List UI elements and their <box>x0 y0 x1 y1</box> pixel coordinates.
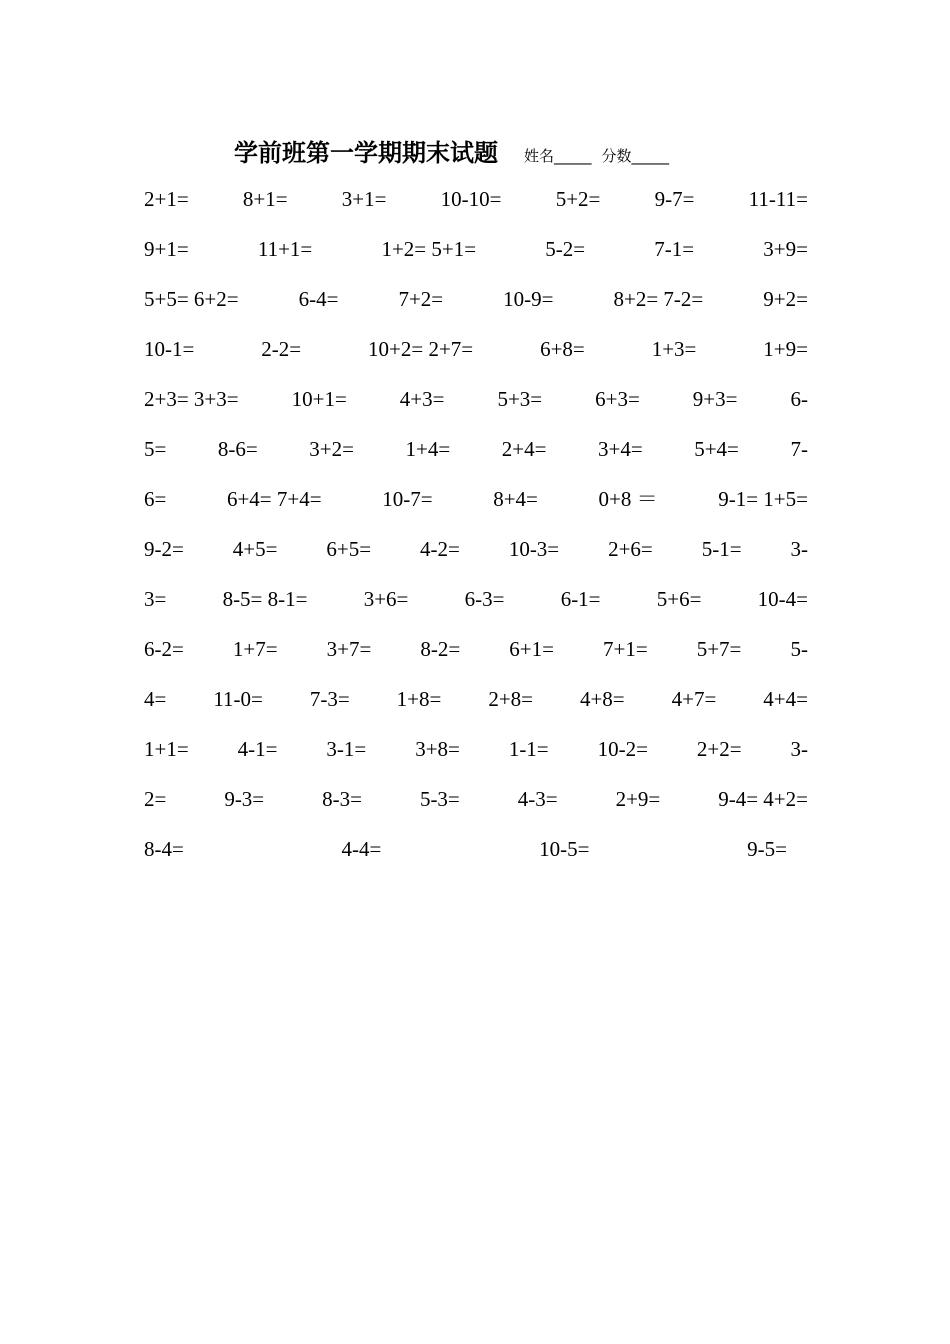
problem-item: 3+7= <box>326 637 372 661</box>
problem-item: 10+1= <box>291 387 347 411</box>
problem-row <box>144 334 808 364</box>
problem-item: 2+6= <box>608 537 653 561</box>
problem-item: 1+2= 5+1= <box>381 237 477 261</box>
problem-row <box>144 534 808 564</box>
problem-item: 2+3= 3+3= <box>144 387 239 411</box>
problem-item: 7-1= <box>654 237 695 261</box>
problem-item: 2= <box>144 787 167 811</box>
score-field: 分数_____ <box>601 147 670 165</box>
problem-item: 2+2= <box>696 737 742 761</box>
problem-item: 10-7= <box>382 487 433 511</box>
problem-row <box>144 184 808 214</box>
problem-item: 10+2= 2+7= <box>368 337 474 361</box>
problem-item: 10-10= <box>440 187 502 211</box>
problem-item: 5+7= <box>696 637 742 661</box>
problem-item: 10-3= <box>508 537 560 561</box>
problem-item: 9-2= <box>144 537 184 561</box>
worksheet-header <box>234 133 669 168</box>
problem-item: 10-4= <box>757 587 808 611</box>
problem-item: 5+2= <box>555 187 601 211</box>
problem-item: 7+1= <box>602 637 648 661</box>
problem-item: 1+1= <box>144 737 189 761</box>
problem-row <box>144 284 808 314</box>
problem-item: 10-9= <box>503 287 554 311</box>
problem-item: 2+8= <box>488 687 533 711</box>
problem-item: 6+4= 7+4= <box>226 487 322 511</box>
problem-item: 4-4= <box>341 837 382 861</box>
problem-item: 4+5= <box>232 537 278 561</box>
problem-item: 3+4= <box>597 437 643 461</box>
problem-item: 4+8= <box>579 687 625 711</box>
problem-row <box>144 434 808 464</box>
problem-item: 4+4= <box>763 687 808 711</box>
problem-item: 9-7= <box>654 187 695 211</box>
problem-item: 5+5= 6+2= <box>144 287 239 311</box>
problem-row <box>144 584 808 614</box>
problem-item: 6-3= <box>464 587 505 611</box>
problem-item: 9-1= 1+5= <box>718 487 808 511</box>
problem-item: 4= <box>144 687 167 711</box>
problem-row <box>144 234 808 264</box>
problem-row <box>144 734 808 764</box>
name-field: 姓名_____ <box>524 147 592 165</box>
problem-item: 5+6= <box>656 587 702 611</box>
problem-item: 7-3= <box>309 687 350 711</box>
problem-item: 7+2= <box>398 287 444 311</box>
problem-item: 1+4= <box>405 437 451 461</box>
problem-item: 5+3= <box>497 387 543 411</box>
problem-item: 0+8 ＝ <box>598 487 658 511</box>
problem-row <box>144 834 787 864</box>
problem-item: 8-2= <box>420 637 461 661</box>
problem-item: 8-5= 8-1= <box>222 587 308 611</box>
problem-item: 6+3= <box>595 387 640 411</box>
problem-item: 6-4= <box>298 287 339 311</box>
problem-item: 6-1= <box>560 587 601 611</box>
page-title: 学前班第一学期期末试题 <box>234 138 498 167</box>
problem-item: 9+2= <box>763 287 808 311</box>
problem-item: 2+4= <box>501 437 547 461</box>
problem-item: 11+1= <box>257 237 313 261</box>
problem-item: 5-1= <box>701 537 742 561</box>
problem-item: 2+1= <box>144 187 189 211</box>
problem-item: 6= <box>144 487 167 511</box>
problem-row <box>144 384 808 414</box>
problem-item: 2+9= <box>615 787 661 811</box>
problem-item: 11-0= <box>213 687 263 711</box>
problem-item: 6+8= <box>540 337 585 361</box>
problem-item: 5-3= <box>419 787 460 811</box>
problem-item: 1+3= <box>651 337 697 361</box>
problem-item: 3+8= <box>415 737 460 761</box>
problem-item: 8+1= <box>242 187 288 211</box>
problem-item: 3+2= <box>309 437 354 461</box>
problem-item: 9+3= <box>692 387 738 411</box>
problem-item: 5- <box>790 637 808 661</box>
problem-row <box>144 634 808 664</box>
problem-item: 8-3= <box>322 787 362 811</box>
problem-item: 8+4= <box>493 487 538 511</box>
problem-item: 5+4= <box>694 437 739 461</box>
problem-item: 3- <box>790 537 808 561</box>
problem-item: 8+2= 7-2= <box>613 287 704 311</box>
problem-item: 1-1= <box>508 737 549 761</box>
problem-item: 10-5= <box>539 837 590 861</box>
problem-row <box>144 484 808 514</box>
problem-item: 10-1= <box>144 337 195 361</box>
problem-item: 4+3= <box>399 387 445 411</box>
problem-item: 3+6= <box>363 587 409 611</box>
problem-item: 6+1= <box>509 637 554 661</box>
problem-item: 6+5= <box>326 537 372 561</box>
problem-item: 4-1= <box>237 737 278 761</box>
problem-item: 2-2= <box>261 337 302 361</box>
problem-item: 10-2= <box>597 737 648 761</box>
problem-item: 9+1= <box>144 237 189 261</box>
problem-item: 3-1= <box>326 737 367 761</box>
problem-item: 1+8= <box>396 687 442 711</box>
problem-item: 5= <box>144 437 167 461</box>
problem-item: 5-2= <box>545 237 586 261</box>
problem-item: 8-4= <box>144 837 184 861</box>
problem-item: 3+9= <box>763 237 808 261</box>
problem-item: 3- <box>790 737 808 761</box>
problem-item: 6- <box>790 387 808 411</box>
problem-row <box>144 684 808 714</box>
problem-item: 1+7= <box>232 637 278 661</box>
problem-item: 9-5= <box>747 837 787 861</box>
problem-item: 3+1= <box>341 187 387 211</box>
problem-item: 4+7= <box>671 687 717 711</box>
problem-item: 9-4= 4+2= <box>718 787 808 811</box>
problem-item: 4-3= <box>517 787 558 811</box>
problem-row <box>144 784 808 814</box>
problem-item: 11-11= <box>748 187 808 211</box>
problem-item: 8-6= <box>217 437 258 461</box>
problem-item: 4-2= <box>420 537 460 561</box>
problem-item: 1+9= <box>763 337 808 361</box>
problem-item: 7- <box>790 437 808 461</box>
problem-item: 6-2= <box>144 637 184 661</box>
problem-item: 9-3= <box>224 787 265 811</box>
problem-item: 3= <box>144 587 167 611</box>
